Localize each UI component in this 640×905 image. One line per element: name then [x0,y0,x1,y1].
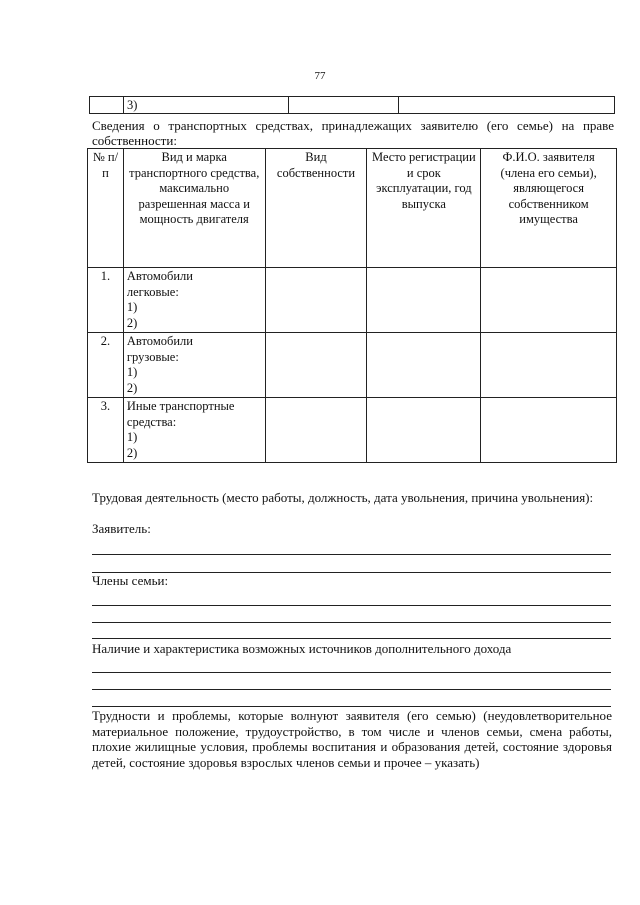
family-label: Члены семьи: [92,573,169,588]
row-registration [367,398,481,463]
row-registration [367,268,481,333]
row-ownership-type [265,268,367,333]
vehicles-table [87,148,617,463]
cell-line: средства: [126,414,177,429]
header-ownership-type: Вид собственности [265,149,367,268]
cell-line: 2) [126,445,138,460]
cell-line: Иные транспортные [126,399,235,413]
cell-line: 1) [126,365,138,379]
previous-table-fragment [89,96,615,114]
difficulties-text: Трудности и проблемы, которые волнуют заявителя (его семью) (неудовлетворительное материальное положение, трудоустройство, в том числе и членов семьи, смена работы, плохие жилищные условия, проблемы воспитания и образования детей, состояние здоровья детей, состояние здоровья взрослых членов семьи и прочее – указать) [92,708,612,770]
table-row [88,333,617,398]
cell-line: 2) [126,315,138,330]
row-owner-name [481,268,617,333]
cell-line: легковые: [126,284,179,299]
row-number: 3. [88,398,124,463]
cell-line: грузовые: [126,349,179,364]
cell-line: 1) [126,430,138,444]
fill-line [92,638,611,639]
table-header-row [88,149,617,268]
row-number: 1. [88,268,124,333]
header-num: № п/п [88,149,124,268]
row-owner-name [481,398,617,463]
row-vehicle-type [123,268,265,333]
income-heading: Наличие и характеристика возможных источников дополнительного дохода [92,641,512,656]
header-vehicle-type: Вид и марка транспортного средства, максимально разрешенная масса и мощность двигателя [123,149,265,268]
row-registration [367,333,481,398]
fill-line [92,672,611,673]
fill-line [92,605,611,606]
fill-line [92,622,611,623]
page-number: 77 [314,70,326,82]
cell-line: 2) [126,380,138,395]
table-row [88,268,617,333]
row-vehicle-type [123,398,265,463]
fragment-cell-empty [399,97,614,113]
applicant-label: Заявитель: [92,521,151,536]
cell-line: Автомобили [126,269,193,283]
header-owner-name: Ф.И.О. заявителя (члена его семьи), являющегося собственником имущества [481,149,617,268]
header-registration: Место регистрации и срок эксплуатации, год выпуска [367,149,481,268]
row-vehicle-type [123,333,265,398]
fragment-cell-num [90,97,124,113]
fragment-cell-item: 3) [124,97,289,113]
table-row [88,398,617,463]
row-ownership-type [265,398,367,463]
row-ownership-type [265,333,367,398]
fill-line [92,706,611,707]
fill-line [92,554,611,555]
fragment-cell-empty [289,97,399,113]
fill-line [92,689,611,690]
labor-heading: Трудовая деятельность (место работы, должность, дата увольнения, причина увольнения): [92,490,594,505]
row-number: 2. [88,333,124,398]
cell-line: 1) [126,300,138,314]
cell-line: Автомобили [126,334,193,348]
row-owner-name [481,333,617,398]
vehicles-intro: Сведения о транспортных средствах, принадлежащих заявителю (его семье) на праве собственности: [92,118,614,148]
